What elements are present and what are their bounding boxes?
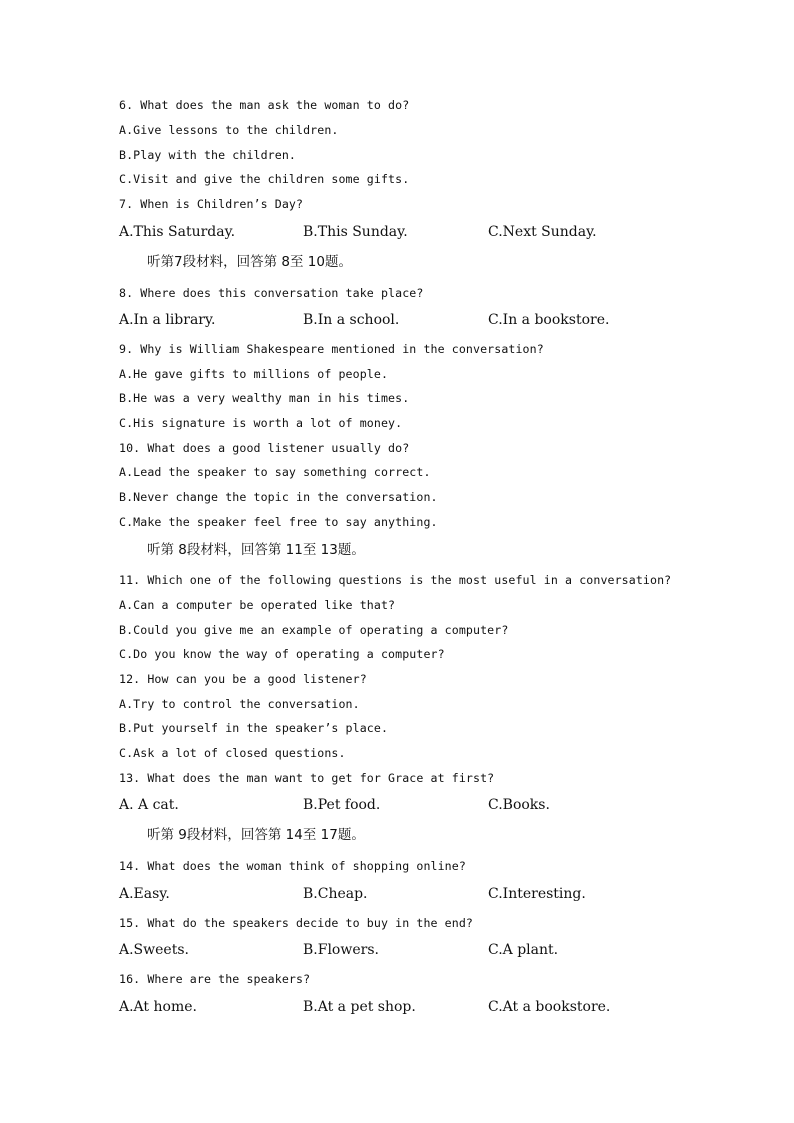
option-14c: C.Interesting. (488, 886, 586, 902)
question-10: 10. What does a good listener usually do? (119, 441, 410, 455)
option-13a: A. A cat. (119, 797, 179, 813)
option-9b: B.He was a very wealthy man in his times. (119, 391, 410, 405)
option-12c: C.Ask a lot of closed questions. (119, 746, 346, 760)
option-11c: C.Do you know the way of operating a computer? (119, 647, 445, 661)
question-14: 14. What does the woman think of shopping online? (119, 859, 466, 873)
option-8a: A.In a library. (119, 312, 216, 328)
question-7: 7. When is Children’s Day? (119, 197, 304, 211)
option-10a: A.Lead the speaker to say something correct. (119, 465, 431, 479)
option-13b: B.Pet food. (303, 797, 381, 813)
option-6c: C.Visit and give the children some gifts. (119, 172, 410, 186)
options-row-16 (119, 999, 679, 1019)
section-heading-9: 听第 9段材料，回答第 14至 17题。 (147, 827, 365, 843)
section-heading-8: 听第 8段材料，回答第 11至 13题。 (147, 542, 365, 558)
option-12a: A.Try to control the conversation. (119, 697, 360, 711)
option-16b: B.At a pet shop. (303, 999, 416, 1015)
option-16a: A.At home. (119, 999, 197, 1015)
option-15c: C.A plant. (488, 942, 559, 958)
option-10c: C.Make the speaker feel free to say anything. (119, 515, 438, 529)
option-9a: A.He gave gifts to millions of people. (119, 367, 389, 381)
section-heading-7: 听第7段材料，回答第 8至 10题。 (147, 254, 352, 270)
options-row-8 (119, 312, 679, 332)
option-13c: C.Books. (488, 797, 550, 813)
option-15a: A.Sweets. (119, 942, 189, 958)
option-12b: B.Put yourself in the speaker’s place. (119, 721, 389, 735)
question-6: 6. What does the man ask the woman to do? (119, 98, 410, 112)
option-11a: A.Can a computer be operated like that? (119, 598, 396, 612)
question-16: 16. Where are the speakers? (119, 972, 311, 986)
option-15b: B.Flowers. (303, 942, 379, 958)
option-8c: C.In a bookstore. (488, 312, 610, 328)
option-6a: A.Give lessons to the children. (119, 123, 339, 137)
options-row-13 (119, 797, 679, 817)
question-15: 15. What do the speakers decide to buy in the end? (119, 916, 474, 930)
option-7a: A.This Saturday. (119, 224, 236, 240)
question-11: 11. Which one of the following questions is the most useful in a conversation? (119, 573, 672, 587)
option-7b: B.This Sunday. (303, 224, 408, 240)
option-8b: B.In a school. (303, 312, 400, 328)
option-14a: A.Easy. (119, 886, 170, 902)
option-11b: B.Could you give me an example of operating a computer? (119, 623, 509, 637)
question-8: 8. Where does this conversation take place? (119, 286, 424, 300)
options-row-7 (119, 224, 679, 244)
question-9: 9. Why is William Shakespeare mentioned in the conversation? (119, 342, 544, 356)
option-7c: C.Next Sunday. (488, 224, 597, 240)
option-10b: B.Never change the topic in the conversation. (119, 490, 438, 504)
option-9c: C.His signature is worth a lot of money. (119, 416, 403, 430)
option-14b: B.Cheap. (303, 886, 368, 902)
options-row-14 (119, 886, 679, 906)
options-row-15 (119, 942, 679, 962)
question-12: 12. How can you be a good listener? (119, 672, 367, 686)
question-13: 13. What does the man want to get for Grace at first? (119, 771, 495, 785)
option-16c: C.At a bookstore. (488, 999, 611, 1015)
option-6b: B.Play with the children. (119, 148, 297, 162)
